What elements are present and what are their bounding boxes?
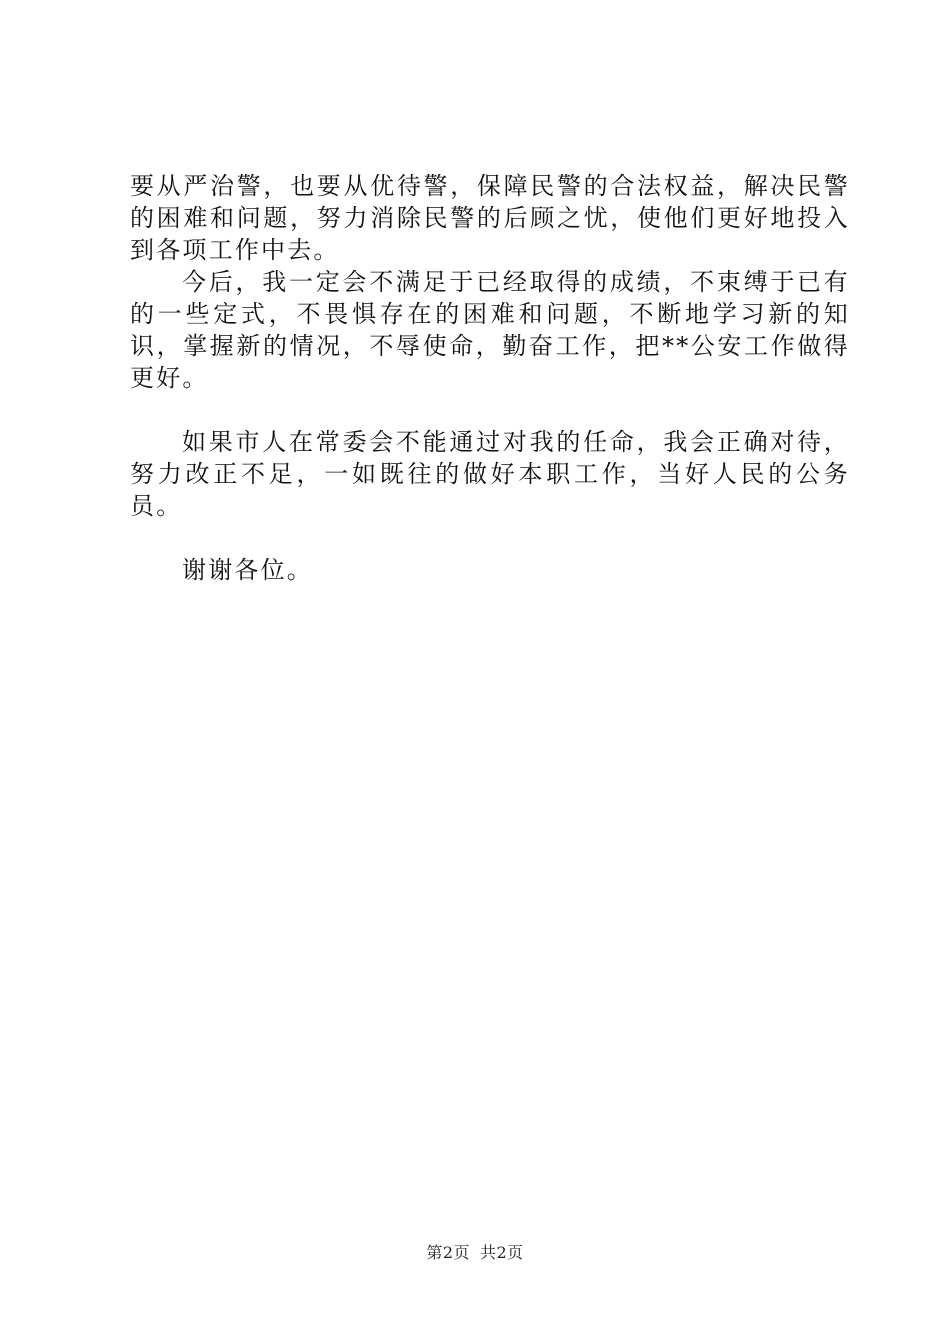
- page-footer: [0, 1243, 950, 1263]
- paragraph-appointment-response: 如果市人在常委会不能通过对我的任命，我会正确对待，努力改正不足，一如既往的做好本职工作，当好人民的公务员。: [130, 428, 850, 520]
- document-body: [130, 170, 850, 586]
- page-number: 第2页: [426, 1243, 470, 1262]
- page-total: 共2页: [480, 1243, 524, 1262]
- paragraph-future-commitment: 今后，我一定会不满足于已经取得的成绩，不束缚于已有的一些定式，不畏惧存在的困难和问题，不断地学习新的知识，掌握新的情况，不辱使命，勤奋工作，把**公安工作做得更好。: [130, 268, 850, 392]
- paragraph-thanks: 谢谢各位。: [182, 556, 313, 584]
- paragraph-continuation: 要从严治警，也要从优待警，保障民警的合法权益，解决民警的困难和问题，努力消除民警的后顾之忧，使他们更好地投入到各项工作中去。: [130, 172, 850, 264]
